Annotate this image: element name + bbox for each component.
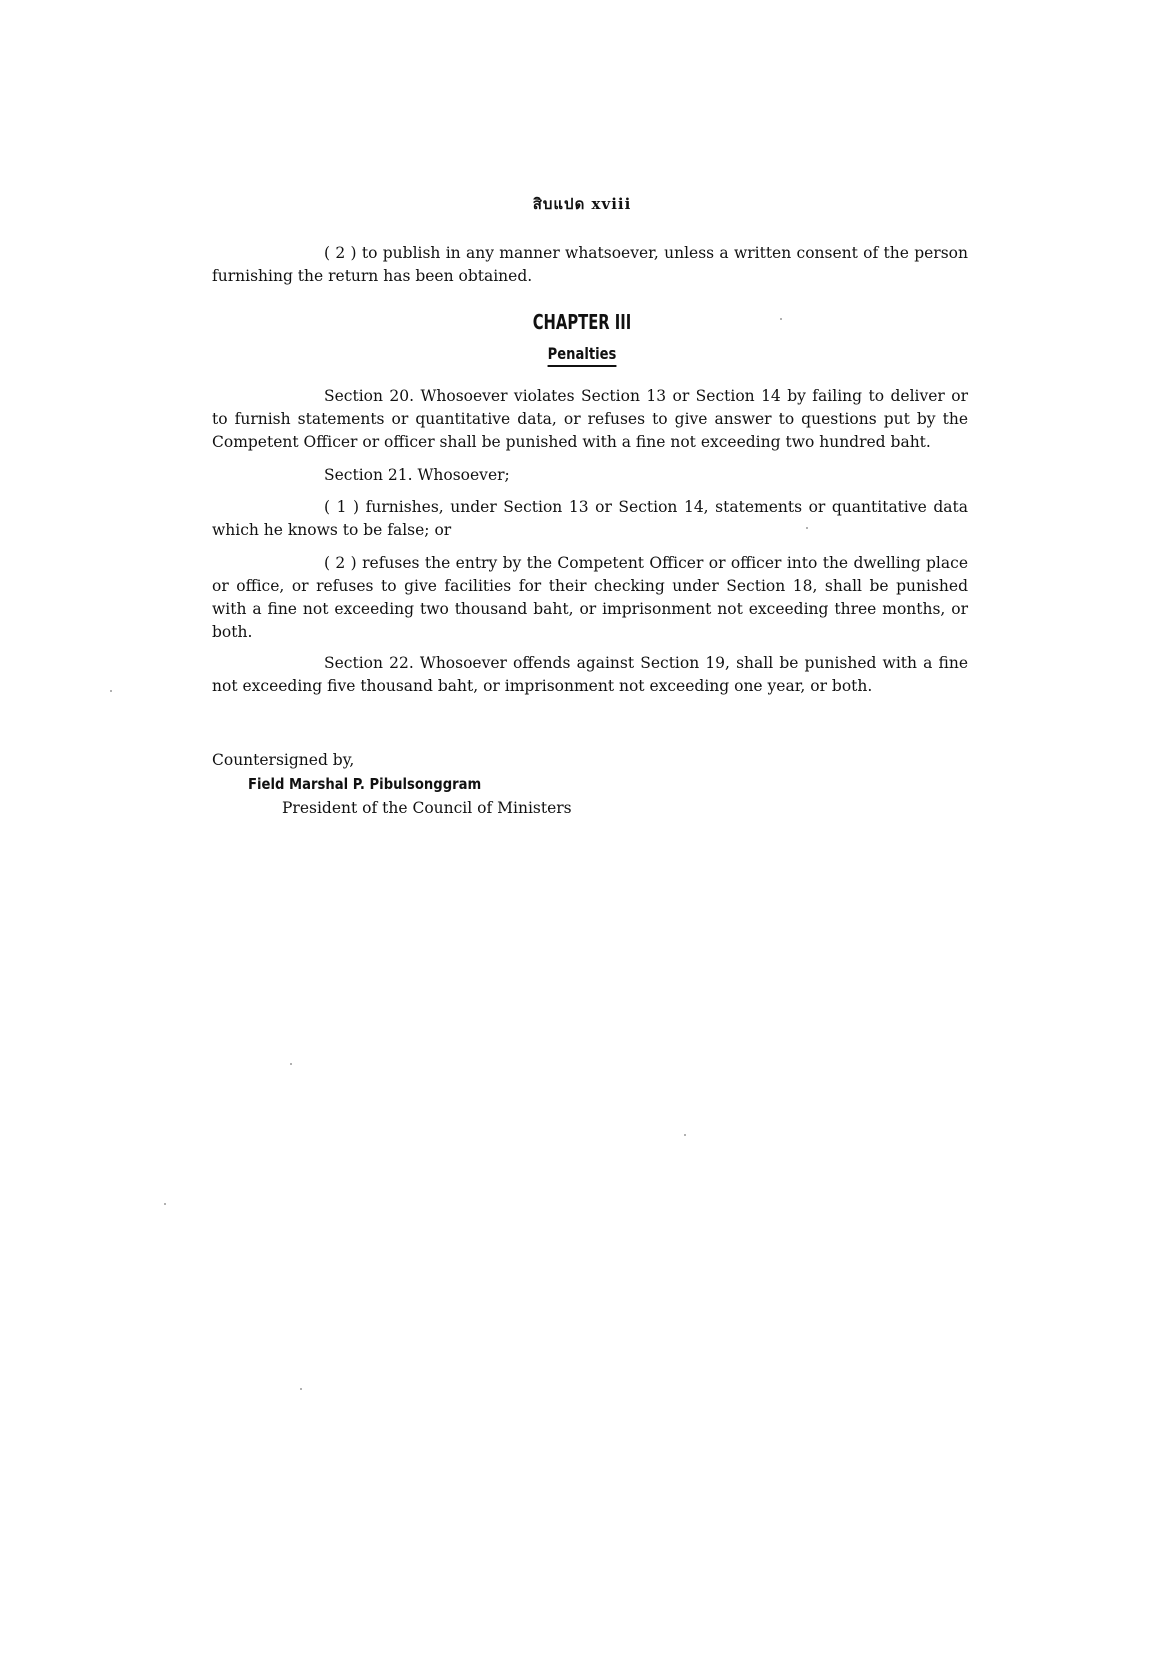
signature-block — [212, 748, 572, 820]
scan-speck — [684, 1134, 686, 1136]
chapter-subtitle — [105, 344, 1059, 363]
section-20-text: Section 20. Whosoever violates Section 13 or Section 14 by failing to deliver or to furnish statements or quantitative data, or refuses to give answer to questions put by the Competent Officer or officer shall be punished with a fine not exceeding two hundred baht. — [212, 387, 968, 451]
section-21-item-1-text: ( 1 ) furnishes, under Section 13 or Section 14, statements or quantitative data which he knows to be false; or — [212, 498, 968, 539]
section-21-item-2-text: ( 2 ) refuses the entry by the Competent Officer or officer into the dwelling place or office, or refuses to give facilities for their checking under Section 18, shall be punished with a fine not exceeding two thousand baht, or imprisonment not exceeding three months, or both. — [212, 554, 968, 641]
section-21-text: Section 21. Whosoever; — [324, 466, 510, 484]
scan-speck — [780, 318, 782, 320]
signatory-name-row — [212, 772, 572, 796]
section-20 — [212, 385, 968, 454]
section-22-text: Section 22. Whosoever offends against Section 19, shall be punished with a fine not exceeding five thousand baht, or imprisonment not exceeding one year, or both. — [212, 654, 968, 695]
scan-speck — [164, 1203, 166, 1205]
section-22 — [212, 652, 968, 698]
paragraph-publish — [212, 242, 968, 288]
countersigned-label: Countersigned by, — [212, 751, 355, 769]
scan-speck — [806, 527, 808, 529]
scan-speck — [300, 1388, 302, 1390]
section-21-item-1 — [212, 496, 968, 542]
signatory-name: Field Marshal P. Pibulsonggram — [248, 775, 482, 793]
section-21-item-2 — [212, 552, 968, 644]
paragraph-text: ( 2 ) to publish in any manner whatsoever, unless a written consent of the person furnishing the return has been obtained. — [212, 244, 968, 285]
running-head: สิบแปด xviii — [532, 195, 632, 213]
scan-speck — [290, 1063, 292, 1065]
signatory-title: President of the Council of Ministers — [282, 799, 572, 817]
chapter-title: CHAPTER III — [532, 310, 632, 334]
chapter-subtitle-text: Penalties — [548, 344, 617, 367]
section-21 — [212, 464, 968, 487]
scan-speck — [110, 690, 112, 692]
